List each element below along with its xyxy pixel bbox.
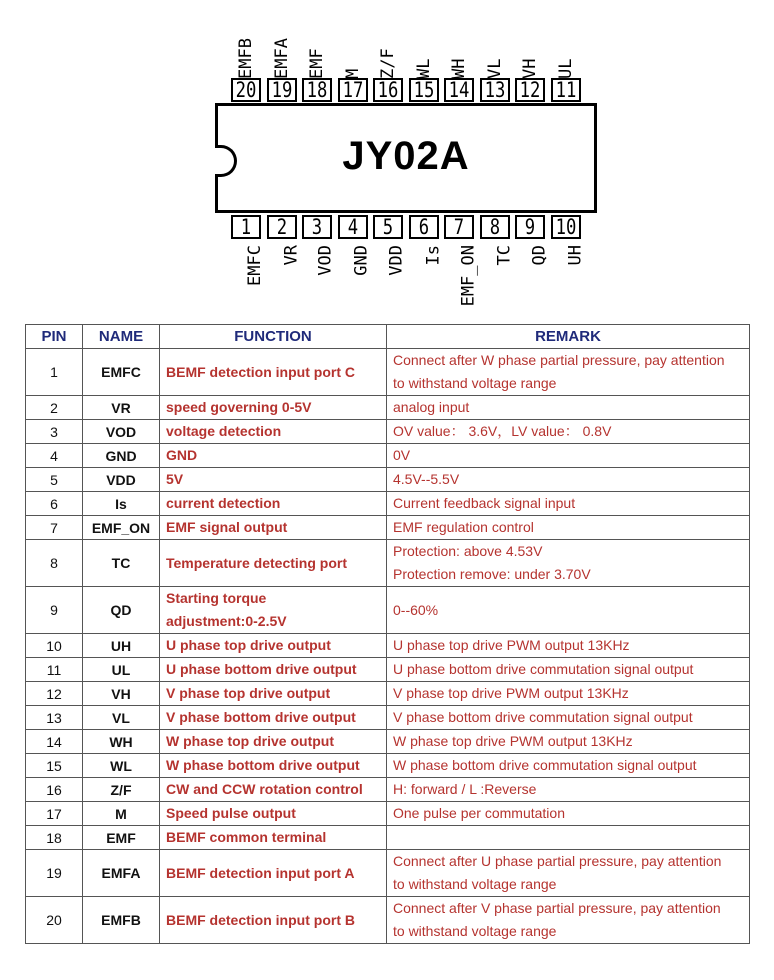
cell-name: VDD xyxy=(83,468,160,492)
function-line: U phase bottom drive output xyxy=(166,661,357,677)
pin-number: 6 xyxy=(418,215,430,239)
cell-remark xyxy=(387,492,750,516)
table-header-row xyxy=(26,325,750,349)
cell-name: TC xyxy=(83,540,160,587)
pin-number-box xyxy=(302,215,332,239)
function-line: GND xyxy=(166,447,198,463)
cell-remark xyxy=(387,658,750,682)
function-line: V phase bottom drive output xyxy=(166,709,356,725)
pin-number: 8 xyxy=(489,215,501,239)
cell-name: UL xyxy=(83,658,160,682)
pin-name: EMFC xyxy=(245,245,265,286)
pin-name: VOD xyxy=(316,245,336,276)
chip-body xyxy=(215,103,597,213)
cell-pin: 9 xyxy=(26,587,83,634)
remark-line: Current feedback signal input xyxy=(393,495,576,511)
pin-number-box xyxy=(444,215,474,239)
cell-pin: 12 xyxy=(26,682,83,706)
remark-line: 0V xyxy=(393,447,411,463)
cell-function xyxy=(160,587,387,634)
remark-line: analog input xyxy=(393,399,470,415)
pin-number-box xyxy=(338,215,368,239)
pin-name: M xyxy=(343,68,363,79)
cell-name: VR xyxy=(83,396,160,420)
pin-number: 7 xyxy=(453,215,465,239)
pin-name: EMFA xyxy=(272,38,292,79)
cell-remark xyxy=(387,468,750,492)
remark-line: Protection remove: under 3.70V xyxy=(393,566,591,582)
cell-function xyxy=(160,850,387,897)
cell-function xyxy=(160,396,387,420)
table-row xyxy=(26,730,750,754)
pin-name: QD xyxy=(529,245,549,266)
pin-number: 15 xyxy=(413,78,435,102)
chip-diagram xyxy=(0,0,774,320)
pin-number-box xyxy=(480,78,510,102)
function-line: BEMF detection input port A xyxy=(166,864,355,881)
pin-name: WL xyxy=(414,58,434,79)
cell-remark xyxy=(387,682,750,706)
header-name: NAME xyxy=(83,325,160,349)
cell-pin: 3 xyxy=(26,420,83,444)
remark-line: W phase top drive PWM output 13KHz xyxy=(393,733,633,749)
pin-number-box xyxy=(302,78,332,102)
cell-remark xyxy=(387,778,750,802)
pin-name: EMFB xyxy=(236,38,256,79)
cell-name: Is xyxy=(83,492,160,516)
table-row xyxy=(26,492,750,516)
table-row xyxy=(26,778,750,802)
cell-name: EMFA xyxy=(83,850,160,897)
function-line: BEMF detection input port C xyxy=(166,363,355,380)
table-row xyxy=(26,396,750,420)
pin-number: 18 xyxy=(306,78,328,102)
chip-label: JY02A xyxy=(342,134,470,178)
function-line: U phase top drive output xyxy=(166,637,331,653)
table-row xyxy=(26,754,750,778)
cell-remark xyxy=(387,897,750,944)
table-row xyxy=(26,420,750,444)
remark-line: to withstand voltage range xyxy=(393,923,557,939)
cell-name: EMF xyxy=(83,826,160,850)
pin-number: 5 xyxy=(382,215,394,239)
function-line: Speed pulse output xyxy=(166,805,296,821)
pin-number-box xyxy=(551,215,581,239)
function-line: CW and CCW rotation control xyxy=(166,781,363,797)
remark-line: to withstand voltage range xyxy=(393,876,557,892)
table-body xyxy=(26,349,750,944)
pin-number-box xyxy=(551,78,581,102)
pin-table xyxy=(25,324,750,944)
table-row xyxy=(26,468,750,492)
cell-name: GND xyxy=(83,444,160,468)
pin-number-box xyxy=(515,215,545,239)
remark-line: Connect after W phase partial pressure, pay attention xyxy=(393,352,725,368)
cell-pin: 8 xyxy=(26,540,83,587)
function-line: V phase top drive output xyxy=(166,685,331,701)
cell-pin: 6 xyxy=(26,492,83,516)
cell-pin: 4 xyxy=(26,444,83,468)
pin-name: UL xyxy=(556,58,576,79)
table-row xyxy=(26,540,750,587)
cell-pin: 10 xyxy=(26,634,83,658)
cell-remark xyxy=(387,516,750,540)
cell-pin: 15 xyxy=(26,754,83,778)
pin-number-box xyxy=(409,215,439,239)
cell-function xyxy=(160,420,387,444)
remark-line: Connect after U phase partial pressure, pay attention xyxy=(393,853,722,869)
pin-number: 9 xyxy=(524,215,536,239)
cell-pin: 13 xyxy=(26,706,83,730)
remark-line: V phase bottom drive commutation signal output xyxy=(393,709,693,725)
function-line: voltage detection xyxy=(166,423,282,439)
header-pin: PIN xyxy=(26,325,83,349)
pin-number-box xyxy=(409,78,439,102)
cell-remark xyxy=(387,349,750,396)
cell-function xyxy=(160,682,387,706)
pin-number: 11 xyxy=(555,78,577,102)
cell-name: M xyxy=(83,802,160,826)
cell-function xyxy=(160,897,387,944)
remark-line: OV value： 3.6V，LV value： 0.8V xyxy=(393,423,612,439)
cell-name: EMF_ON xyxy=(83,516,160,540)
remark-line: Connect after V phase partial pressure, pay attention xyxy=(393,900,721,916)
cell-function xyxy=(160,634,387,658)
function-line: 5V xyxy=(166,471,184,487)
cell-pin: 7 xyxy=(26,516,83,540)
cell-name: WL xyxy=(83,754,160,778)
function-line: W phase bottom drive output xyxy=(166,757,360,773)
pin-name: VL xyxy=(485,58,505,79)
cell-name: VOD xyxy=(83,420,160,444)
cell-remark xyxy=(387,587,750,634)
cell-function xyxy=(160,468,387,492)
pin-name: TC xyxy=(494,245,514,266)
remark-line: W phase bottom drive commutation signal output xyxy=(393,757,697,773)
cell-name: VH xyxy=(83,682,160,706)
pin-number: 16 xyxy=(377,78,399,102)
pin-number-box xyxy=(231,215,261,239)
cell-pin: 5 xyxy=(26,468,83,492)
remark-line: U phase bottom drive commutation signal output xyxy=(393,661,694,677)
remark-line: 0--60% xyxy=(393,601,439,618)
remark-line: H: forward / L :Reverse xyxy=(393,781,537,797)
cell-remark xyxy=(387,706,750,730)
pin-name: VDD xyxy=(387,245,407,276)
pin-number-box xyxy=(373,215,403,239)
cell-function xyxy=(160,349,387,396)
cell-name: EMFC xyxy=(83,349,160,396)
cell-pin: 2 xyxy=(26,396,83,420)
function-line: BEMF common terminal xyxy=(166,829,327,845)
pin-name: GND xyxy=(352,245,372,276)
cell-function xyxy=(160,444,387,468)
table-row xyxy=(26,516,750,540)
pin-number: 13 xyxy=(484,78,506,102)
table-row xyxy=(26,706,750,730)
cell-pin: 1 xyxy=(26,349,83,396)
cell-pin: 19 xyxy=(26,850,83,897)
cell-name: WH xyxy=(83,730,160,754)
function-line: speed governing 0-5V xyxy=(166,399,312,415)
cell-pin: 14 xyxy=(26,730,83,754)
pin-number-box xyxy=(267,78,297,102)
table-row xyxy=(26,587,750,634)
cell-remark xyxy=(387,444,750,468)
pin-name: WH xyxy=(449,58,469,79)
cell-remark xyxy=(387,730,750,754)
cell-function xyxy=(160,826,387,850)
cell-remark xyxy=(387,396,750,420)
cell-pin: 20 xyxy=(26,897,83,944)
pin-name: EMF xyxy=(307,48,327,79)
table-row xyxy=(26,802,750,826)
pin-name: VH xyxy=(520,58,540,79)
pin-number-box xyxy=(231,78,261,102)
cell-remark xyxy=(387,420,750,444)
header-function: FUNCTION xyxy=(160,325,387,349)
cell-name: VL xyxy=(83,706,160,730)
pin-number: 19 xyxy=(271,78,293,102)
cell-function xyxy=(160,658,387,682)
pin-number-box xyxy=(267,215,297,239)
pin-number-box xyxy=(444,78,474,102)
cell-name: UH xyxy=(83,634,160,658)
cell-function xyxy=(160,730,387,754)
pin-number: 10 xyxy=(555,215,577,239)
table-row xyxy=(26,826,750,850)
pin-number: 20 xyxy=(235,78,257,102)
function-line: BEMF detection input port B xyxy=(166,911,355,928)
function-line: W phase top drive output xyxy=(166,733,334,749)
header-remark: REMARK xyxy=(387,325,750,349)
function-line: Starting torque xyxy=(166,590,267,606)
cell-function xyxy=(160,706,387,730)
cell-function xyxy=(160,754,387,778)
remark-line: 4.5V--5.5V xyxy=(393,471,460,487)
cell-function xyxy=(160,516,387,540)
table-row xyxy=(26,444,750,468)
cell-function xyxy=(160,778,387,802)
cell-function xyxy=(160,492,387,516)
remark-line: EMF regulation control xyxy=(393,519,534,535)
table-row xyxy=(26,634,750,658)
table-row xyxy=(26,850,750,897)
cell-remark xyxy=(387,754,750,778)
pin-number: 12 xyxy=(519,78,541,102)
cell-remark xyxy=(387,802,750,826)
pin-number: 2 xyxy=(276,215,288,239)
table-row xyxy=(26,682,750,706)
cell-pin: 18 xyxy=(26,826,83,850)
cell-function xyxy=(160,802,387,826)
function-line: adjustment:0-2.5V xyxy=(166,613,287,629)
cell-pin: 16 xyxy=(26,778,83,802)
remark-line: to withstand voltage range xyxy=(393,375,557,391)
cell-remark xyxy=(387,634,750,658)
pin-name: Z/F xyxy=(378,48,398,79)
table-row xyxy=(26,658,750,682)
pin-number-box xyxy=(373,78,403,102)
remark-line: V phase top drive PWM output 13KHz xyxy=(393,685,629,701)
cell-remark xyxy=(387,850,750,897)
pin-number-box xyxy=(480,215,510,239)
remark-line: Protection: above 4.53V xyxy=(393,543,543,559)
pin-number: 3 xyxy=(311,215,323,239)
pin-name: VR xyxy=(281,245,301,266)
cell-name: Z/F xyxy=(83,778,160,802)
remark-line: One pulse per commutation xyxy=(393,805,565,821)
cell-remark xyxy=(387,540,750,587)
cell-pin: 17 xyxy=(26,802,83,826)
pin-name: Is xyxy=(423,245,443,266)
pin-number: 17 xyxy=(342,78,364,102)
table-row xyxy=(26,897,750,944)
cell-name: EMFB xyxy=(83,897,160,944)
table-row xyxy=(26,349,750,396)
pin-name: UH xyxy=(565,245,585,266)
pin-number: 1 xyxy=(240,215,252,239)
cell-remark xyxy=(387,826,750,850)
pin-number: 14 xyxy=(448,78,470,102)
cell-name: QD xyxy=(83,587,160,634)
cell-pin: 11 xyxy=(26,658,83,682)
function-line: EMF signal output xyxy=(166,519,288,535)
function-line: current detection xyxy=(166,495,281,511)
pin-number: 4 xyxy=(347,215,359,239)
pin-number-box xyxy=(515,78,545,102)
cell-function xyxy=(160,540,387,587)
remark-line: U phase top drive PWM output 13KHz xyxy=(393,637,630,653)
pin-name: EMF_ON xyxy=(458,245,478,307)
pin-number-box xyxy=(338,78,368,102)
function-line: Temperature detecting port xyxy=(166,554,347,571)
